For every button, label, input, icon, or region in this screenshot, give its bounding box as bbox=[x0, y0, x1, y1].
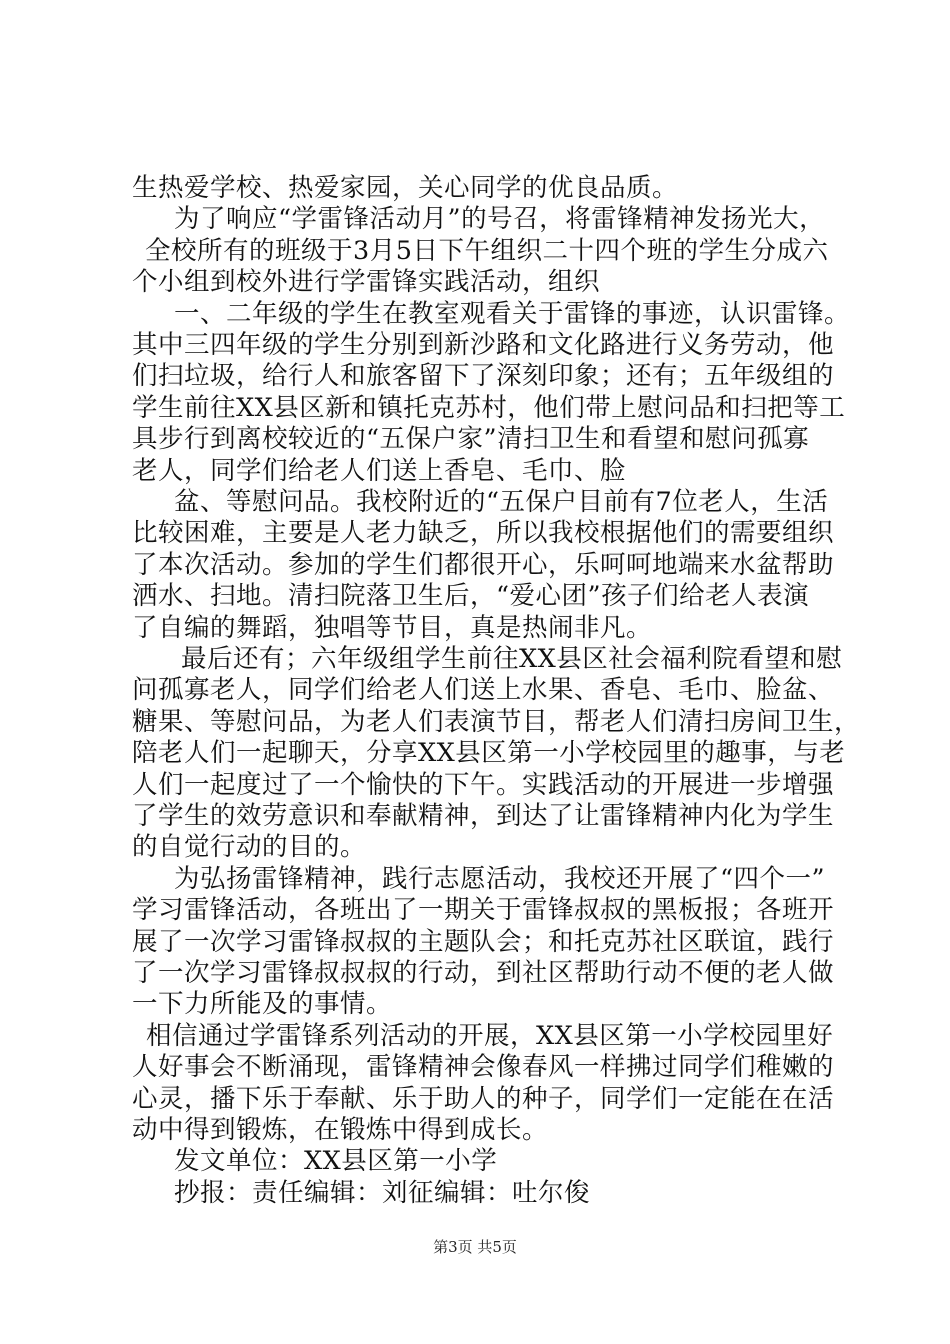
text-line: 为弘扬雷锋精神，践行志愿活动，我校还开展了“四个一” bbox=[174, 864, 826, 894]
text-line: 一下力所能及的事情。 bbox=[132, 989, 393, 1019]
text-line: 老人，同学们给老人们送上香皂、毛巾、脸 bbox=[132, 456, 627, 486]
editor-line: 抄报：责任编辑：刘征编辑：吐尔俊 bbox=[174, 1178, 591, 1208]
text-line: 生热爱学校、热爱家园，关心同学的优良品质。 bbox=[132, 173, 679, 203]
text-line: 了学生的效劳意识和奉献精神，到达了让雷锋精神内化为学生 bbox=[132, 801, 835, 831]
text-line: 问孤寡老人，同学们给老人们送上水果、香皂、毛巾、脸盆、 bbox=[132, 675, 835, 705]
text-line: 相信通过学雷锋系列活动的开展，XX县区第一小学校园里好 bbox=[146, 1021, 834, 1051]
text-line: 们扫垃圾，给行人和旅客留下了深刻印象；还有；五年级组的 bbox=[132, 361, 835, 391]
text-line: 一、二年级的学生在教室观看关于雷锋的事迹，认识雷锋。 bbox=[174, 299, 851, 329]
text-line: 人好事会不断涌现，雷锋精神会像春风一样拂过同学们稚嫩的 bbox=[132, 1052, 835, 1082]
text-line: 比较困难，主要是人老力缺乏，所以我校根据他们的需要组织 bbox=[132, 518, 835, 548]
issuer-line: 发文单位：XX县区第一小学 bbox=[174, 1146, 498, 1176]
text-line: 展了一次学习雷锋叔叔的主题队会；和托克苏社区联谊，践行 bbox=[132, 927, 835, 957]
text-line: 了一次学习雷锋叔叔叔的行动，到社区帮助行动不便的老人做 bbox=[132, 958, 835, 988]
text-line: 糖果、等慰问品，为老人们表演节目，帮老人们清扫房间卫生， bbox=[132, 707, 861, 737]
text-line: 的自觉行动的目的。 bbox=[132, 832, 367, 862]
text-line: 学生前往XX县区新和镇托克苏村，他们带上慰问品和扫把等工 bbox=[132, 393, 846, 423]
text-line: 为了响应“学雷锋活动月”的号召，将雷锋精神发扬光大， bbox=[174, 204, 826, 234]
text-line: 心灵，播下乐于奉献、乐于助人的种子，同学们一定能在在活 bbox=[132, 1084, 835, 1114]
text-line: 学习雷锋活动，各班出了一期关于雷锋叔叔的黑板报；各班开 bbox=[132, 895, 835, 925]
text-line: 个小组到校外进行学雷锋实践活动，组织 bbox=[132, 267, 601, 297]
text-line: 洒水、扫地。清扫院落卫生后，“爱心团”孩子们给老人表演 bbox=[132, 581, 810, 611]
text-line: 具步行到离校较近的“五保户家”清扫卫生和看望和慰问孤寡 bbox=[132, 424, 810, 454]
text-line: 动中得到锻炼，在锻炼中得到成长。 bbox=[132, 1115, 549, 1145]
text-line: 其中三四年级的学生分别到新沙路和文化路进行义务劳动，他 bbox=[132, 330, 835, 360]
text-line: 了本次活动。参加的学生们都很开心，乐呵呵地端来水盆帮助 bbox=[132, 550, 835, 580]
text-line: 人们一起度过了一个愉快的下午。实践活动的开展进一步增强 bbox=[132, 770, 835, 800]
text-line: 了自编的舞蹈，独唱等节目，真是热闹非凡。 bbox=[132, 613, 653, 643]
text-line: 全校所有的班级于3月5日下午组织二十四个班的学生分成六 bbox=[145, 236, 829, 266]
text-line: 盆、等慰问品。我校附近的“五保户目前有7位老人，生活 bbox=[174, 487, 829, 517]
text-line: 陪老人们一起聊天，分享XX县区第一小学校园里的趣事，与老 bbox=[132, 738, 846, 768]
text-line: 最后还有；六年级组学生前往XX县区社会福利院看望和慰 bbox=[181, 644, 843, 674]
page-footer: 第3页 共5页 bbox=[433, 1238, 517, 1256]
